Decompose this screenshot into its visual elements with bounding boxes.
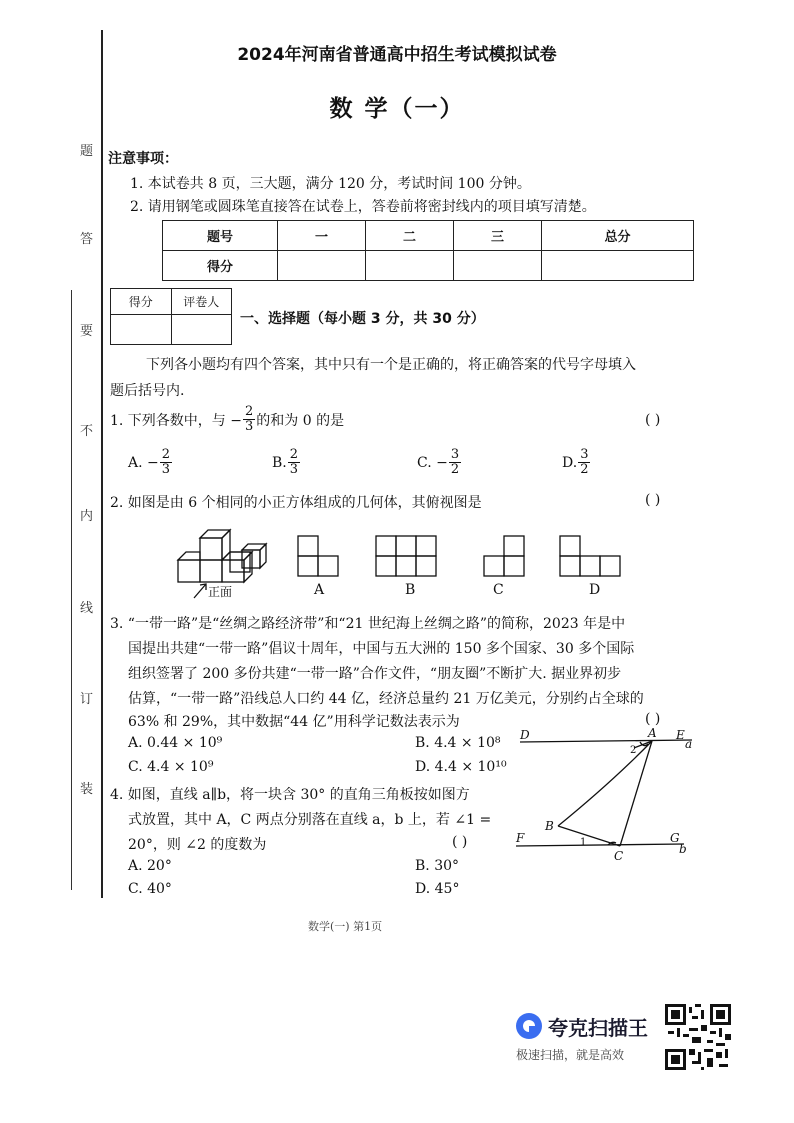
score-row-label: 得分 xyxy=(163,251,278,281)
grader-header: 得分 xyxy=(111,289,172,315)
margin-char: 要 xyxy=(80,324,94,339)
option-d-figure xyxy=(560,536,620,576)
cube-solid-figure xyxy=(178,530,266,582)
q2-option-c-label[interactable]: C xyxy=(493,582,504,598)
frac-num: 3 xyxy=(450,447,460,462)
watermark-app-name: 夸克扫描王 xyxy=(548,1016,648,1040)
q4-option-b[interactable]: B. 30° xyxy=(415,858,460,874)
frac-den: 2 xyxy=(450,462,460,477)
q1-answer-paren[interactable]: ( ) xyxy=(645,412,661,428)
q3-answer-paren[interactable]: ( ) xyxy=(645,711,661,727)
q1-stem xyxy=(110,405,344,434)
q2-option-d-label[interactable]: D xyxy=(589,582,601,598)
label-c-point: C xyxy=(614,849,624,862)
exam-title: 2024年河南省普通高中招生考试模拟试卷 xyxy=(237,45,557,65)
section-instruction: 下列各小题均有四个答案，其中只有一个是正确的，将正确答案的代号字母填入 xyxy=(146,357,636,373)
option-fraction xyxy=(449,448,461,477)
option-label: B. xyxy=(272,454,287,471)
q3-option-a[interactable]: A. 0.44 × 10⁹ xyxy=(128,735,223,751)
score-header: 二 xyxy=(366,221,454,251)
watermark-tagline: 极速扫描，就是高效 xyxy=(516,1048,625,1062)
q2-option-b-label[interactable]: B xyxy=(405,582,416,598)
score-header: 总分 xyxy=(542,221,694,251)
page-footer: 数学(一) 第1页 xyxy=(308,920,383,933)
frac-den: 3 xyxy=(245,419,254,434)
q4-figure xyxy=(512,722,702,862)
hypotenuse-curve xyxy=(558,741,652,826)
margin-char: 题 xyxy=(80,144,94,159)
frac-den: 3 xyxy=(161,462,171,477)
option-c-figure xyxy=(484,536,524,576)
label-b-point: B xyxy=(545,819,554,833)
q4-line: 20°，则 ∠2 的度数为 xyxy=(128,837,267,853)
option-b-figure xyxy=(376,536,436,576)
frac-den: 2 xyxy=(580,462,589,477)
q1-option-c[interactable] xyxy=(417,448,462,477)
frac-num: 2 xyxy=(245,404,254,419)
frac-num: 2 xyxy=(161,447,171,462)
label-angle-2: 2 xyxy=(630,745,637,756)
option-fraction xyxy=(288,448,300,477)
qr-code-icon xyxy=(665,1004,731,1070)
q4-option-c[interactable]: C. 40° xyxy=(128,881,172,897)
label-angle-1: 1 xyxy=(580,837,587,848)
grader-cell[interactable] xyxy=(111,315,172,345)
margin-char: 装 xyxy=(80,782,94,797)
option-label: C. − xyxy=(417,454,448,471)
q1-fraction xyxy=(243,405,255,434)
q2-stem: 2. 如图是由 6 个相同的小正方体组成的几何体，其俯视图是 xyxy=(110,495,482,511)
score-header: 题号 xyxy=(163,221,278,251)
grader-table xyxy=(110,288,232,345)
notice-heading: 注意事项： xyxy=(108,151,178,167)
q1-option-b[interactable] xyxy=(272,448,301,477)
notice-item: 1. 本试卷共 8 页，三大题，满分 120 分，考试时间 100 分钟。 xyxy=(130,176,531,192)
binding-line xyxy=(101,30,103,898)
score-header: 一 xyxy=(278,221,366,251)
line-a xyxy=(520,740,692,742)
section-title: 一、选择题（每小题 3 分，共 30 分） xyxy=(240,311,485,327)
section-instruction: 题后括号内. xyxy=(110,383,185,399)
q2-figures xyxy=(170,518,630,604)
margin-char: 线 xyxy=(80,601,94,616)
grader-header: 评卷人 xyxy=(171,289,232,315)
label-line-b: b xyxy=(679,842,687,856)
q4-line: 4. 如图，直线 a∥b，将一块含 30° 的直角三角板按如图方 xyxy=(110,787,470,803)
label-d: D xyxy=(520,728,530,742)
q3-option-c[interactable]: C. 4.4 × 10⁹ xyxy=(128,759,214,775)
q4-option-a[interactable]: A. 20° xyxy=(128,858,172,874)
option-fraction xyxy=(578,448,590,477)
frac-num: 2 xyxy=(289,447,299,462)
q3-line: 国提出共建“一带一路”倡议十周年，中国与五大洲的 150 多个国家、30 多个国际 xyxy=(128,641,635,657)
q3-line: 组织签署了 200 多份共建“一带一路”合作文件，“朋友圈”不断扩大. 据业界初步 xyxy=(128,666,622,682)
score-cell[interactable] xyxy=(366,251,454,281)
label-a-point: A xyxy=(648,726,657,740)
q4-line: 式放置，其中 A，C 两点分别落在直线 a，b 上，若 ∠1 = xyxy=(128,812,492,828)
q4-answer-paren[interactable]: ( ) xyxy=(452,834,468,850)
q2-front-label: 正面 xyxy=(208,585,233,599)
q3-option-d[interactable]: D. 4.4 × 10¹⁰ xyxy=(415,759,507,775)
label-line-a: a xyxy=(685,737,693,751)
option-a-figure xyxy=(298,536,338,576)
frac-den: 3 xyxy=(289,462,299,477)
margin-char: 答 xyxy=(80,232,94,247)
margin-char: 不 xyxy=(80,424,94,439)
margin-char: 内 xyxy=(80,509,94,524)
score-cell[interactable] xyxy=(542,251,694,281)
q3-option-b[interactable]: B. 4.4 × 10⁸ xyxy=(415,735,501,751)
margin-char: 订 xyxy=(80,692,94,707)
line-b xyxy=(516,844,684,846)
q2-answer-paren[interactable]: ( ) xyxy=(645,492,661,508)
score-cell[interactable] xyxy=(454,251,542,281)
q3-line: 63% 和 29%，其中数据“44 亿”用科学记数法表示为 xyxy=(128,714,460,730)
option-label: D. xyxy=(562,454,578,471)
q3-line: 3. “一带一路”是“丝绸之路经济带”和“21 世纪海上丝绸之路”的简称，2023 年是中 xyxy=(110,616,626,632)
label-g: G xyxy=(670,831,680,845)
q1-option-d[interactable] xyxy=(562,448,591,477)
q1-option-a[interactable] xyxy=(128,448,173,477)
q4-option-d[interactable]: D. 45° xyxy=(415,881,460,897)
q1-stem-a: 1. 下列各数中，与 − xyxy=(110,412,242,429)
frac-num: 3 xyxy=(580,447,589,462)
option-label: A. − xyxy=(128,454,159,471)
option-fraction xyxy=(160,448,172,477)
notice-item: 2. 请用钢笔或圆珠笔直接答在试卷上，答卷前将密封线内的项目填写清楚。 xyxy=(130,199,596,215)
score-cell[interactable] xyxy=(278,251,366,281)
seal-line xyxy=(71,290,72,890)
q1-stem-b: 的和为 0 的是 xyxy=(256,412,345,429)
label-e: E xyxy=(676,728,685,742)
score-header: 三 xyxy=(454,221,542,251)
exam-subtitle: 数 学（一） xyxy=(329,96,465,122)
label-f: F xyxy=(516,831,525,845)
grader-cell[interactable] xyxy=(171,315,232,345)
score-table xyxy=(162,220,694,281)
q2-option-a-label[interactable]: A xyxy=(314,582,325,598)
q3-line: 估算，“一带一路”沿线总人口约 44 亿，经济总量约 21 万亿美元，分别约占全球的 xyxy=(128,691,644,707)
quark-logo-icon xyxy=(514,1011,544,1041)
